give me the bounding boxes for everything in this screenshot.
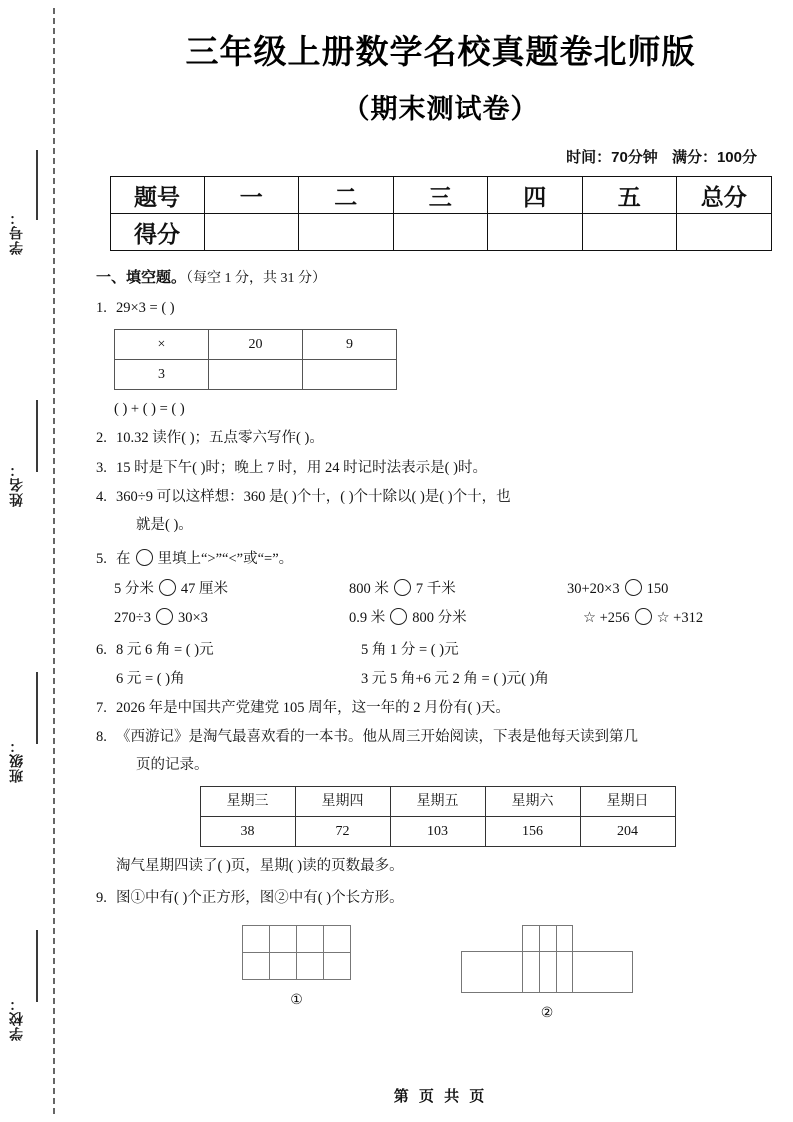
question-5-instruction-b: 里填上“>”“<”或“=”。 (157, 551, 294, 568)
question-2-number: 2. (96, 430, 107, 447)
table-row (200, 786, 675, 816)
section-1-title: 一、填空题。 (96, 269, 187, 286)
weekday-fri: 星期五 (390, 786, 485, 816)
question-3-text: 15 时是下午( )时；晚上 7 时，用 24 时记时法表示是( )时。 (116, 459, 487, 476)
circle-blank-icon[interactable] (635, 608, 652, 625)
margin-rule-3 (36, 672, 38, 744)
section-heading-fill-in-blanks (96, 263, 779, 292)
question-8-number: 8. (96, 729, 107, 746)
mini-cell-3: 3 (115, 359, 209, 389)
grid-cell (243, 926, 270, 953)
exam-content (88, 263, 793, 1027)
mini-header-operator: × (115, 329, 209, 359)
question-3 (96, 454, 779, 482)
question-6-b1: 6 元 = ( )角 (116, 670, 185, 687)
circle-blank-icon[interactable] (159, 579, 176, 596)
question-6-b2: 3 元 5 角+6 元 2 角 = ( )元( )角 (361, 670, 549, 687)
question-1-sum-line: ( ) + ( ) = ( ) (114, 401, 185, 418)
exam-total-score: 满分：100分 (671, 149, 757, 166)
exam-time: 时间：70分钟 (566, 149, 658, 166)
circle-blank-icon[interactable] (625, 579, 642, 596)
section-1-points: （每空 1 分，共 31 分） (186, 271, 327, 286)
page-subtitle: （期末测试卷） (342, 94, 539, 124)
compare-pair-2-right: 7 千米 (415, 580, 456, 597)
question-8 (96, 723, 779, 780)
compare-pair-5-right: 800 分米 (412, 610, 467, 627)
score-table-row-label: 题号 (110, 177, 204, 214)
figure-2-divider-line-1 (539, 925, 540, 993)
multiplication-decompose-table (114, 329, 397, 391)
question-4-text-line-1: 360÷9 可以这样想：360 是( )个十，( )个十除以( )是( )个十，也 (116, 488, 511, 505)
table-row (115, 329, 397, 359)
pages-wed: 38 (200, 816, 295, 846)
score-cell-5[interactable] (582, 214, 677, 251)
page-title: 三年级上册数学名校真题卷北师版 (185, 33, 696, 70)
margin-label-student-id: 学号： (8, 210, 24, 255)
compare-pair-5 (349, 604, 567, 632)
weekday-sun: 星期日 (580, 786, 675, 816)
table-row (110, 214, 771, 251)
score-col-1: 一 (204, 177, 299, 214)
question-9-number: 9. (96, 890, 107, 907)
question-7-number: 7. (96, 699, 107, 716)
question-6-a1: 8 元 6 角 = ( )元 (116, 642, 214, 659)
mini-cell-blank-2[interactable] (303, 359, 397, 389)
question-2 (96, 424, 779, 452)
question-6-row-2 (116, 665, 779, 693)
compare-pair-2-left: 800 米 (349, 580, 389, 597)
compare-pair-4-left: 270÷3 (114, 610, 151, 627)
table-row (110, 177, 771, 214)
exam-page (88, 0, 793, 1122)
compare-pair-4-right: 30×3 (177, 610, 208, 627)
figure-2-box (461, 925, 633, 1027)
question-6 (96, 636, 779, 693)
grid-cell (243, 953, 270, 980)
weekday-wed: 星期三 (200, 786, 295, 816)
compare-pair-3-left: 30+20×3 (567, 580, 620, 597)
grid-cell (270, 953, 297, 980)
figure-2-vertical-bar (522, 925, 573, 993)
pages-sat: 156 (485, 816, 580, 846)
circle-blank-icon[interactable] (136, 549, 153, 566)
mini-header-9: 9 (303, 329, 397, 359)
question-7-text: 2026 年是中国共产党建党 105 周年，这一年的 2 月份有( )天。 (116, 699, 510, 716)
question-5-number: 5. (96, 551, 107, 568)
question-2-text: 10.32 读作( )；五点零六写作( )。 (116, 430, 324, 447)
question-9-figures (96, 925, 779, 1027)
question-1-table-wrap (96, 329, 779, 391)
question-8-after-text: 淘气星期四读了( )页，星期( )读的页数最多。 (116, 858, 404, 875)
score-col-5: 五 (582, 177, 677, 214)
score-cell-3[interactable] (393, 214, 488, 251)
question-6-row-1 (116, 636, 779, 664)
score-table-wrap (88, 176, 793, 251)
score-table-row-score-label: 得分 (110, 214, 204, 251)
compare-pair-5-left: 0.9 米 (349, 610, 386, 627)
mini-cell-blank-1[interactable] (209, 359, 303, 389)
compare-pair-3-right: 150 (646, 580, 669, 597)
question-7 (96, 694, 779, 722)
score-cell-1[interactable] (204, 214, 299, 251)
question-9 (96, 884, 779, 912)
compare-pair-4 (114, 604, 349, 632)
compare-pair-2 (349, 575, 567, 603)
question-9-text: 图①中有( )个正方形，图②中有( )个长方形。 (116, 890, 404, 907)
question-8-text-line-2: 页的记录。 (136, 757, 209, 774)
figure-2-t-shape (461, 925, 633, 993)
table-row (115, 359, 397, 389)
compare-pair-3 (567, 575, 767, 603)
weekday-sat: 星期六 (485, 786, 580, 816)
question-5-text (116, 545, 779, 573)
grid-cell (324, 926, 351, 953)
compare-pair-1 (114, 575, 349, 603)
fold-dashed-line (53, 8, 55, 1114)
margin-label-name: 姓名： (8, 462, 24, 507)
circle-blank-icon[interactable] (394, 579, 411, 596)
compare-pair-6 (567, 604, 767, 632)
left-margin (0, 0, 88, 1122)
question-5-compare-row-1 (96, 575, 779, 603)
question-5 (96, 545, 779, 573)
score-col-total: 总分 (677, 177, 772, 214)
circle-blank-icon[interactable] (390, 608, 407, 625)
pages-fri: 103 (390, 816, 485, 846)
score-col-2: 二 (299, 177, 394, 214)
score-table (110, 176, 772, 251)
margin-rule-4 (36, 930, 38, 1002)
question-8-text-line-1: 《西游记》是淘气最喜欢看的一本书。他从周三开始阅读，下表是他每天读到第几 (116, 729, 638, 746)
pages-sun: 204 (580, 816, 675, 846)
compare-pair-1-left: 5 分米 (114, 580, 154, 597)
score-cell-total[interactable] (677, 214, 772, 251)
question-1-text: 29×3 = ( ) (116, 300, 175, 317)
reading-record-table-wrap (96, 786, 779, 848)
question-5-compare-row-2 (96, 604, 779, 632)
grid-cell (324, 953, 351, 980)
circle-blank-icon[interactable] (156, 608, 173, 625)
grid-cell (297, 926, 324, 953)
pages-thu: 72 (295, 816, 390, 846)
score-cell-4[interactable] (488, 214, 583, 251)
figure-2-caption: ② (540, 1005, 554, 1021)
grid-cell (297, 953, 324, 980)
question-5-instruction-a: 在 (116, 551, 131, 568)
score-cell-2[interactable] (299, 214, 394, 251)
score-col-4: 四 (488, 177, 583, 214)
question-1-number: 1. (96, 300, 107, 317)
score-col-3: 三 (393, 177, 488, 214)
figure-2-divider-line-2 (556, 925, 557, 993)
exam-meta (88, 146, 793, 167)
grid-cell (270, 926, 297, 953)
compare-pair-6-right: ☆ +312 (656, 610, 704, 627)
question-4-number: 4. (96, 488, 107, 505)
figure-1-box (242, 925, 351, 1027)
question-4 (96, 483, 779, 540)
table-row (200, 816, 675, 846)
margin-label-class: 班级： (8, 738, 24, 783)
question-6-a2: 5 角 1 分 = ( )元 (361, 642, 459, 659)
compare-pair-1-right: 47 厘米 (180, 580, 228, 597)
mini-header-20: 20 (209, 329, 303, 359)
compare-pair-6-left: ☆ +256 (583, 610, 630, 627)
question-6-number: 6. (96, 642, 107, 659)
page-footer: 第 页 共 页 (393, 1088, 488, 1105)
margin-label-school: 学校： (8, 996, 24, 1041)
weekday-thu: 星期四 (295, 786, 390, 816)
reading-record-table (200, 786, 676, 848)
figure-1-caption: ① (290, 992, 303, 1008)
question-3-number: 3. (96, 459, 107, 476)
question-4-text-line-2: 就是( )。 (136, 517, 193, 534)
question-1 (96, 294, 779, 322)
figure-1-square-grid (242, 925, 351, 980)
